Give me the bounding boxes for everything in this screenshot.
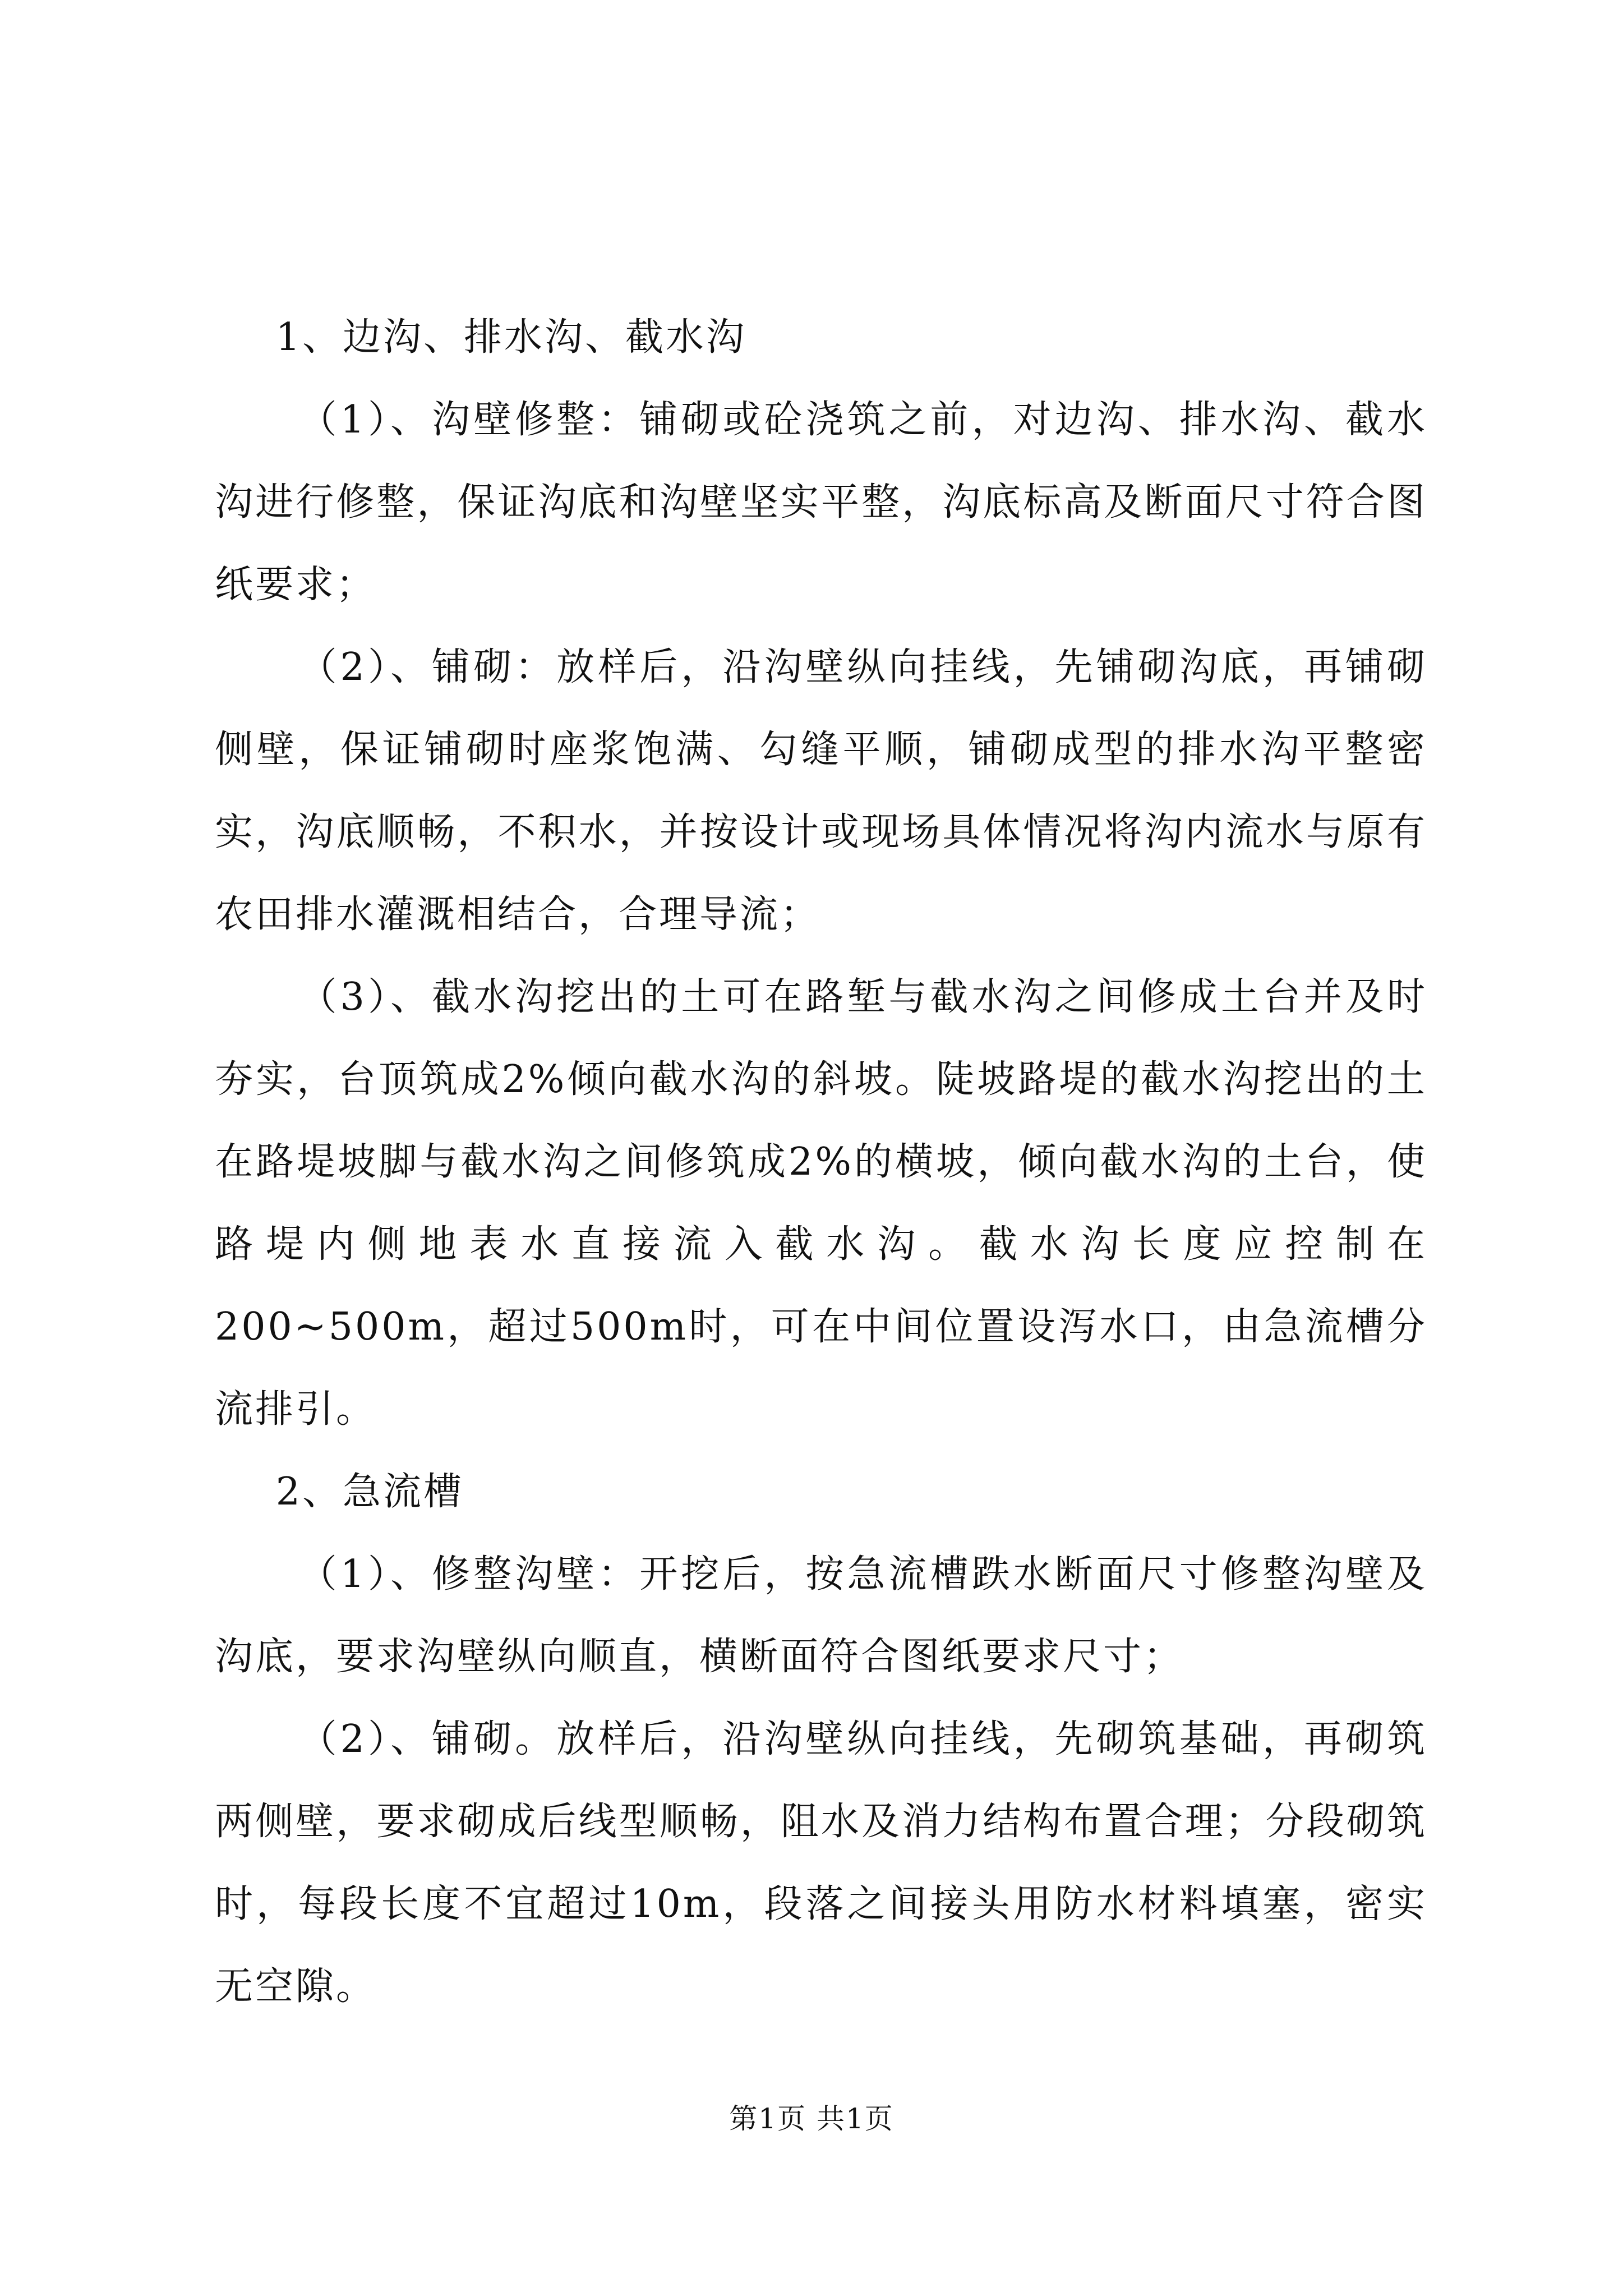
paragraph-1-2: （2）、铺砌：放样后，沿沟壁纵向挂线，先铺砌沟底，再铺砌侧壁，保证铺砌时座浆饱满、勾缝平顺，铺砌成型的排水沟平整密实，沟底顺畅，不积水，并按设计或现场具体情况将沟内流水与原有农田排水灌溉相结合，合理导流；: [215, 645, 1427, 937]
paragraph-1-1: （1）、沟壁修整：铺砌或砼浇筑之前，对边沟、排水沟、截水沟进行修整，保证沟底和沟壁坚实平整，沟底标高及断面尺寸符合图纸要求；: [215, 398, 1427, 607]
section-heading-2: 2、急流槽: [275, 1470, 464, 1514]
paragraph-1-3: （3）、截水沟挖出的土可在路堑与截水沟之间修成土台并及时夯实，台顶筑成2%倾向截水沟的斜坡。陡坡路堤的截水沟挖出的土在路堤坡脚与截水沟之间修筑成2%的横坡，倾向截水沟的土台，使路堤内侧地表水直接流入截水沟。截水沟长度应控制在200~500m，超过500m时，可在中间位置设泻水口，由急流槽分流排引。: [215, 975, 1427, 1432]
page-footer: 第1页 共1页: [729, 2102, 894, 2135]
document-body: [215, 296, 1427, 2028]
section-heading-1: 1、边沟、排水沟、截水沟: [275, 315, 747, 360]
paragraph-2-1: （1）、修整沟壁：开挖后，按急流槽跌水断面尺寸修整沟壁及沟底，要求沟壁纵向顺直，横断面符合图纸要求尺寸；: [215, 1552, 1427, 1679]
paragraph-2-2: （2）、铺砌。放样后，沿沟壁纵向挂线，先砌筑基础，再砌筑两侧壁，要求砌成后线型顺畅，阻水及消力结构布置合理；分段砌筑时，每段长度不宜超过10m，段落之间接头用防水材料填塞，密实无空隙。: [215, 1717, 1427, 2009]
